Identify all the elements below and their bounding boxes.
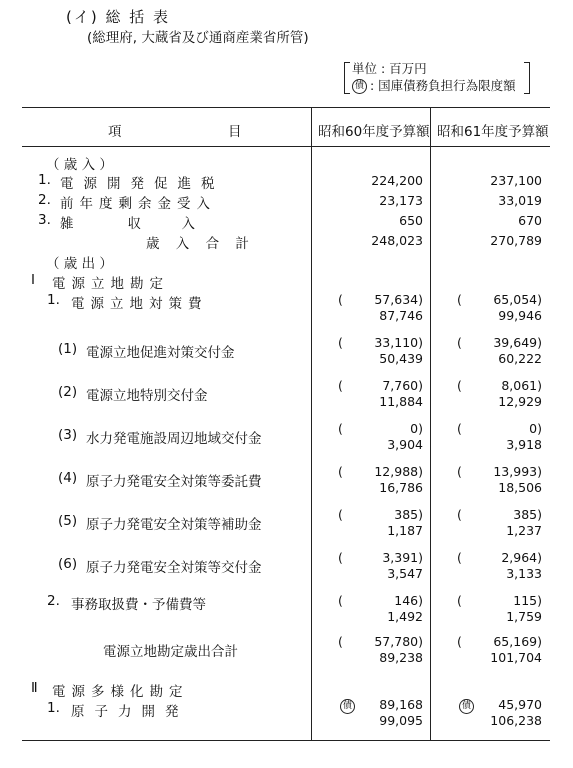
bracket-right bbox=[524, 62, 530, 94]
paren-open: ( bbox=[338, 507, 343, 522]
row-no: 1. bbox=[38, 172, 51, 188]
row-label: 電源開発促進税 bbox=[60, 176, 225, 192]
value-fy1985: 1,492 bbox=[387, 609, 423, 624]
row-no: 3. bbox=[38, 212, 51, 228]
paren-value-fy1985: 385) bbox=[394, 507, 423, 522]
debt-mark-icon: 債 bbox=[352, 79, 367, 94]
paren-value-fy1986: 39,649) bbox=[493, 335, 542, 350]
value-fy1985: 1,187 bbox=[387, 523, 423, 538]
limit-fy1986: 45,970 bbox=[498, 697, 542, 712]
row-label: 原子力発電安全対策等委託費 bbox=[86, 474, 262, 490]
paren-open: ( bbox=[338, 292, 343, 307]
header-rule bbox=[22, 146, 550, 147]
paren-open: ( bbox=[457, 634, 462, 649]
row-label: 水力発電施設周辺地域交付金 bbox=[86, 431, 262, 447]
row-no: (4) bbox=[58, 470, 78, 486]
value-fy1986: 1,237 bbox=[506, 523, 542, 538]
row-label: 原子力発電安全対策等交付金 bbox=[86, 560, 262, 576]
paren-value-fy1986: 115) bbox=[513, 593, 542, 608]
row-label: 事務取扱費・予備費等 bbox=[71, 597, 206, 613]
paren-value-fy1986: 385) bbox=[513, 507, 542, 522]
paren-open: ( bbox=[457, 335, 462, 350]
row-no: (1) bbox=[58, 341, 78, 357]
paren-open: ( bbox=[457, 507, 462, 522]
paren-open: ( bbox=[338, 550, 343, 565]
paren-value-fy1985: 146) bbox=[394, 593, 423, 608]
row-no: (6) bbox=[58, 556, 78, 572]
value-fy1986: 3,918 bbox=[506, 437, 542, 452]
paren-open: ( bbox=[338, 335, 343, 350]
row-label: 電源立地特別交付金 bbox=[86, 388, 208, 404]
row-label: 電源立地勘定歳出合計 bbox=[103, 644, 238, 660]
unit-note bbox=[352, 60, 516, 94]
row-label: 電源立地対策費 bbox=[71, 296, 208, 312]
paren-value-fy1985: 57,634) bbox=[374, 292, 423, 307]
value-fy1985: 3,547 bbox=[387, 566, 423, 581]
debt-mark-icon: 債 bbox=[459, 696, 477, 715]
unit-line: 単位 : 百万円 bbox=[352, 61, 427, 76]
paren-open: ( bbox=[338, 378, 343, 393]
paren-open: ( bbox=[338, 593, 343, 608]
value-fy1985: 11,884 bbox=[379, 394, 423, 409]
paren-open: ( bbox=[457, 550, 462, 565]
paren-value-fy1986: 65,054) bbox=[493, 292, 542, 307]
table-top-rule bbox=[22, 107, 550, 108]
value-fy1986: 270,789 bbox=[490, 233, 542, 248]
row-label: 電源立地促進対策交付金 bbox=[86, 345, 235, 361]
header-item-b: 目 bbox=[228, 124, 242, 140]
value-fy1986: 670 bbox=[518, 213, 542, 228]
paren-open: ( bbox=[338, 421, 343, 436]
row-label: 原子力発電安全対策等補助金 bbox=[86, 517, 262, 533]
header-fy1985: 昭和60年度予算額 bbox=[318, 124, 430, 140]
row-label: 原子力開発 bbox=[71, 704, 189, 720]
account-label: 電源多様化勘定 bbox=[52, 684, 189, 700]
value-fy1986: 60,222 bbox=[498, 351, 542, 366]
row-no: 1. bbox=[47, 292, 60, 308]
row-no: 1. bbox=[47, 700, 60, 716]
row-no: (5) bbox=[58, 513, 78, 529]
value-fy1986: 1,759 bbox=[506, 609, 542, 624]
header-fy1986: 昭和61年度予算額 bbox=[437, 124, 549, 140]
paren-value-fy1986: 8,061) bbox=[501, 378, 542, 393]
value-fy1986: 3,133 bbox=[506, 566, 542, 581]
paren-value-fy1986: 0) bbox=[529, 421, 542, 436]
value-fy1985: 23,173 bbox=[379, 193, 423, 208]
value-fy1986: 12,929 bbox=[498, 394, 542, 409]
value-fy1986: 99,946 bbox=[498, 308, 542, 323]
paren-open: ( bbox=[338, 634, 343, 649]
account-no: Ⅱ bbox=[31, 680, 38, 696]
paren-value-fy1985: 3,391) bbox=[382, 550, 423, 565]
paren-open: ( bbox=[457, 378, 462, 393]
expenditure-section-label: （ 歳 出 ） bbox=[46, 256, 113, 272]
value-fy1985: 99,095 bbox=[379, 713, 423, 728]
paren-value-fy1986: 13,993) bbox=[493, 464, 542, 479]
row-label: 雑 収 入 bbox=[60, 216, 195, 232]
paren-value-fy1985: 12,988) bbox=[374, 464, 423, 479]
debt-note bbox=[352, 77, 516, 94]
row-no: (2) bbox=[58, 384, 78, 400]
ministry-note: (総理府, 大蔵省及び通商産業省所管) bbox=[87, 30, 309, 46]
debt-mark-icon: 債 bbox=[340, 696, 358, 715]
column-divider-2 bbox=[430, 107, 431, 740]
limit-fy1985: 89,168 bbox=[379, 697, 423, 712]
value-fy1985: 89,238 bbox=[379, 650, 423, 665]
value-fy1985: 248,023 bbox=[371, 233, 423, 248]
value-fy1985: 3,904 bbox=[387, 437, 423, 452]
row-label: 前年度剰余金受入 bbox=[60, 196, 216, 212]
row-no: 2. bbox=[38, 192, 51, 208]
row-label: 歳 入 合 計 bbox=[146, 236, 255, 252]
paren-value-fy1985: 0) bbox=[410, 421, 423, 436]
value-fy1985: 16,786 bbox=[379, 480, 423, 495]
paren-open: ( bbox=[457, 292, 462, 307]
revenue-section-label: （ 歳 入 ） bbox=[46, 157, 113, 173]
account-label: 電源立地勘定 bbox=[52, 276, 169, 292]
paren-value-fy1985: 33,110) bbox=[374, 335, 423, 350]
value-fy1985: 50,439 bbox=[379, 351, 423, 366]
value-fy1986: 18,506 bbox=[498, 480, 542, 495]
paren-open: ( bbox=[457, 421, 462, 436]
row-no: 2. bbox=[47, 593, 60, 609]
paren-open: ( bbox=[338, 464, 343, 479]
table-title: (イ) 総 括 表 bbox=[66, 8, 171, 26]
value-fy1986: 101,704 bbox=[490, 650, 542, 665]
value-fy1985: 87,746 bbox=[379, 308, 423, 323]
paren-value-fy1985: 57,780) bbox=[374, 634, 423, 649]
paren-value-fy1986: 2,964) bbox=[501, 550, 542, 565]
value-fy1985: 224,200 bbox=[371, 173, 423, 188]
account-no: Ⅰ bbox=[31, 272, 35, 288]
row-no: (3) bbox=[58, 427, 78, 443]
column-divider-1 bbox=[311, 107, 312, 740]
bracket-left bbox=[344, 62, 350, 94]
paren-open: ( bbox=[457, 593, 462, 608]
table-bottom-rule bbox=[22, 740, 550, 741]
paren-value-fy1986: 65,169) bbox=[493, 634, 542, 649]
header-item-a: 項 bbox=[108, 124, 122, 140]
value-fy1986: 33,019 bbox=[498, 193, 542, 208]
debt-note-text: : 国庫債務負担行為限度額 bbox=[370, 78, 516, 93]
value-fy1985: 650 bbox=[399, 213, 423, 228]
value-fy1986: 237,100 bbox=[490, 173, 542, 188]
value-fy1986: 106,238 bbox=[490, 713, 542, 728]
paren-value-fy1985: 7,760) bbox=[382, 378, 423, 393]
paren-open: ( bbox=[457, 464, 462, 479]
